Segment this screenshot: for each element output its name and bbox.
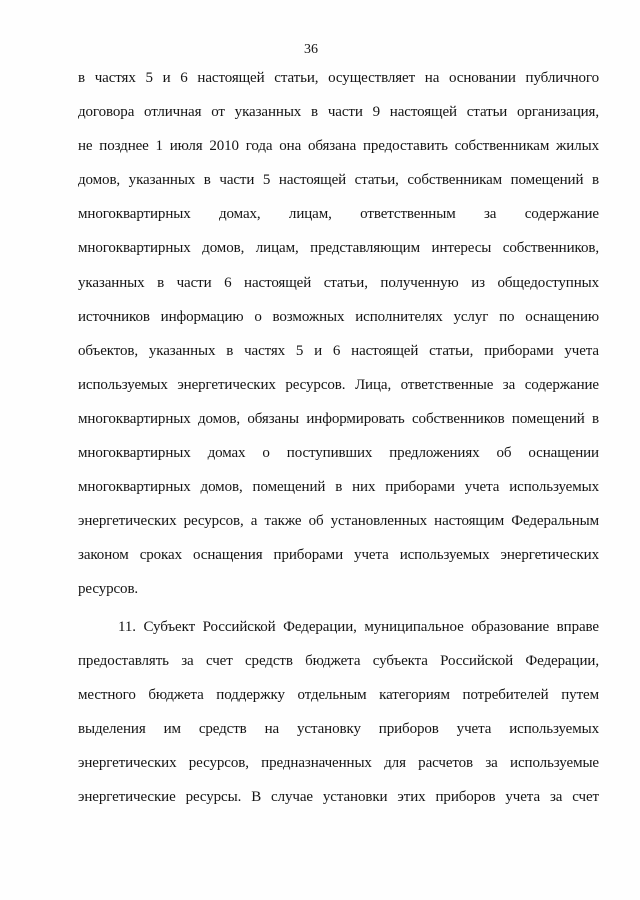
text-line: объектов, указанных в частях 5 и 6 настоящей статьи, приборами учета [78, 342, 599, 359]
text-line: источников информацию о возможных исполнителях услуг по оснащению [78, 308, 599, 325]
document-body [78, 61, 599, 814]
text-line: многоквартирных домов, обязаны информировать собственников помещений в [78, 410, 599, 427]
text-line: энергетических ресурсов, а также об установленных настоящим Федеральным [78, 513, 599, 530]
text-line: многоквартирных домов, помещений в них приборами учета используемых [78, 479, 599, 496]
paragraph-11 [78, 610, 599, 815]
text-line: 11. Субъект Российской Федерации, муниципальное образование вправе [118, 618, 599, 635]
text-line: энергетических ресурсов, предназначенных для расчетов за используемые [78, 754, 599, 771]
text-line: многоквартирных домах, лицам, ответственным за содержание [78, 206, 599, 223]
text-line: выделения им средств на установку приборов учета используемых [78, 720, 599, 737]
text-line: не позднее 1 июля 2010 года она обязана предоставить собственникам жилых [78, 138, 599, 155]
text-line: местного бюджета поддержку отдельным категориям потребителей путем [78, 686, 599, 703]
text-line: указанных в части 6 настоящей статьи, полученную из общедоступных [78, 274, 599, 291]
text-line: договора отличная от указанных в части 9 настоящей статьи организация, [78, 104, 599, 121]
text-line: предоставлять за счет средств бюджета субъекта Российской Федерации, [78, 652, 599, 669]
text-line: законом сроках оснащения приборами учета используемых энергетических [78, 547, 599, 564]
page-number: 36 [304, 42, 318, 57]
text-line: ресурсов. [78, 581, 139, 598]
text-line: используемых энергетических ресурсов. Лица, ответственные за содержание [78, 376, 599, 393]
text-line: многоквартирных домах о поступивших предложениях об оснащении [78, 445, 599, 462]
text-line: энергетические ресурсы. В случае установки этих приборов учета за счет [78, 788, 599, 805]
text-line: в частях 5 и 6 настоящей статьи, осуществляет на основании публичного [78, 70, 599, 86]
text-line: многоквартирных домов, лицам, представляющим интересы собственников, [78, 240, 599, 257]
paragraph-continued [78, 61, 599, 607]
text-line: домов, указанных в части 5 настоящей статьи, собственникам помещений в [78, 172, 599, 189]
